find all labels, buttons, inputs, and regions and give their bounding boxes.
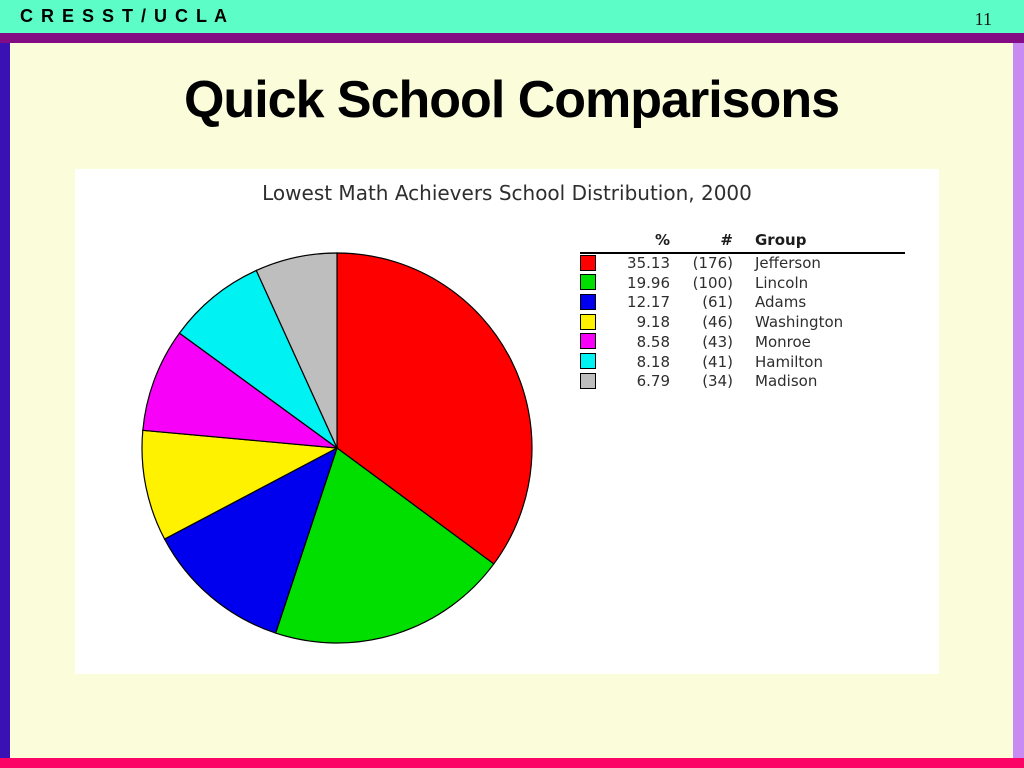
- legend-percent: 6.79: [636, 372, 670, 391]
- legend-header-percent: %: [610, 231, 670, 253]
- right-accent-border: [1013, 43, 1024, 758]
- legend-swatch-cell: [580, 353, 610, 373]
- legend-count: (176): [692, 254, 733, 272]
- legend-count: (46): [702, 313, 733, 332]
- legend-group: Washington: [755, 313, 844, 332]
- page-title: Quick School Comparisons: [183, 71, 840, 129]
- legend-percent: 35.13: [627, 254, 670, 272]
- legend-swatch-cell: [580, 333, 610, 353]
- legend-percent: 12.17: [627, 293, 670, 312]
- top-banner: [0, 0, 1024, 33]
- legend-color-swatch: [580, 294, 596, 310]
- legend-header-row: [580, 231, 905, 253]
- chart-panel: [75, 169, 939, 674]
- legend-count: (41): [702, 352, 733, 371]
- legend-header-count: #: [670, 231, 733, 253]
- bottom-accent-bar: [0, 758, 1024, 768]
- legend-header-group: Group: [733, 231, 905, 253]
- legend-count: (43): [702, 332, 733, 351]
- legend-group: Monroe: [755, 332, 811, 351]
- page-number: 11: [974, 9, 992, 29]
- legend-body: [580, 253, 905, 392]
- legend-count: (61): [702, 293, 733, 312]
- legend-group: Hamilton: [755, 352, 823, 371]
- legend-row: [580, 333, 905, 353]
- top-accent-bar: [0, 33, 1024, 43]
- legend-swatch-cell: [580, 253, 610, 274]
- chart-title: Lowest Math Achievers School Distribution, 2000: [262, 181, 752, 205]
- legend-group: Lincoln: [755, 273, 809, 292]
- legend-group: Jefferson: [755, 254, 821, 272]
- legend-count: (100): [692, 273, 733, 292]
- legend-swatch-cell: [580, 313, 610, 333]
- legend-percent: 9.18: [636, 313, 670, 332]
- legend-row: [580, 274, 905, 294]
- legend-color-swatch: [580, 353, 596, 369]
- brand-label: C R E S S T / U C L A: [20, 6, 229, 26]
- legend-row: [580, 293, 905, 313]
- legend-swatch-cell: [580, 274, 610, 294]
- legend-row: [580, 313, 905, 333]
- legend-color-swatch: [580, 274, 596, 290]
- legend-color-swatch: [580, 314, 596, 330]
- legend-row: [580, 372, 905, 392]
- legend-table: [580, 231, 905, 392]
- legend-group: Madison: [755, 372, 818, 391]
- legend-color-swatch: [580, 373, 596, 389]
- left-accent-border: [0, 43, 10, 758]
- legend-row: [580, 353, 905, 373]
- legend-percent: 8.18: [636, 352, 670, 371]
- legend-color-swatch: [580, 255, 596, 271]
- legend-count: (34): [702, 372, 733, 391]
- legend-swatch-cell: [580, 293, 610, 313]
- legend-row: [580, 253, 905, 274]
- legend-swatch-cell: [580, 372, 610, 392]
- legend-percent: 8.58: [636, 332, 670, 351]
- legend-group: Adams: [755, 293, 807, 312]
- legend-percent: 19.96: [627, 273, 670, 292]
- legend-color-swatch: [580, 333, 596, 349]
- legend-header-swatch: [580, 231, 610, 253]
